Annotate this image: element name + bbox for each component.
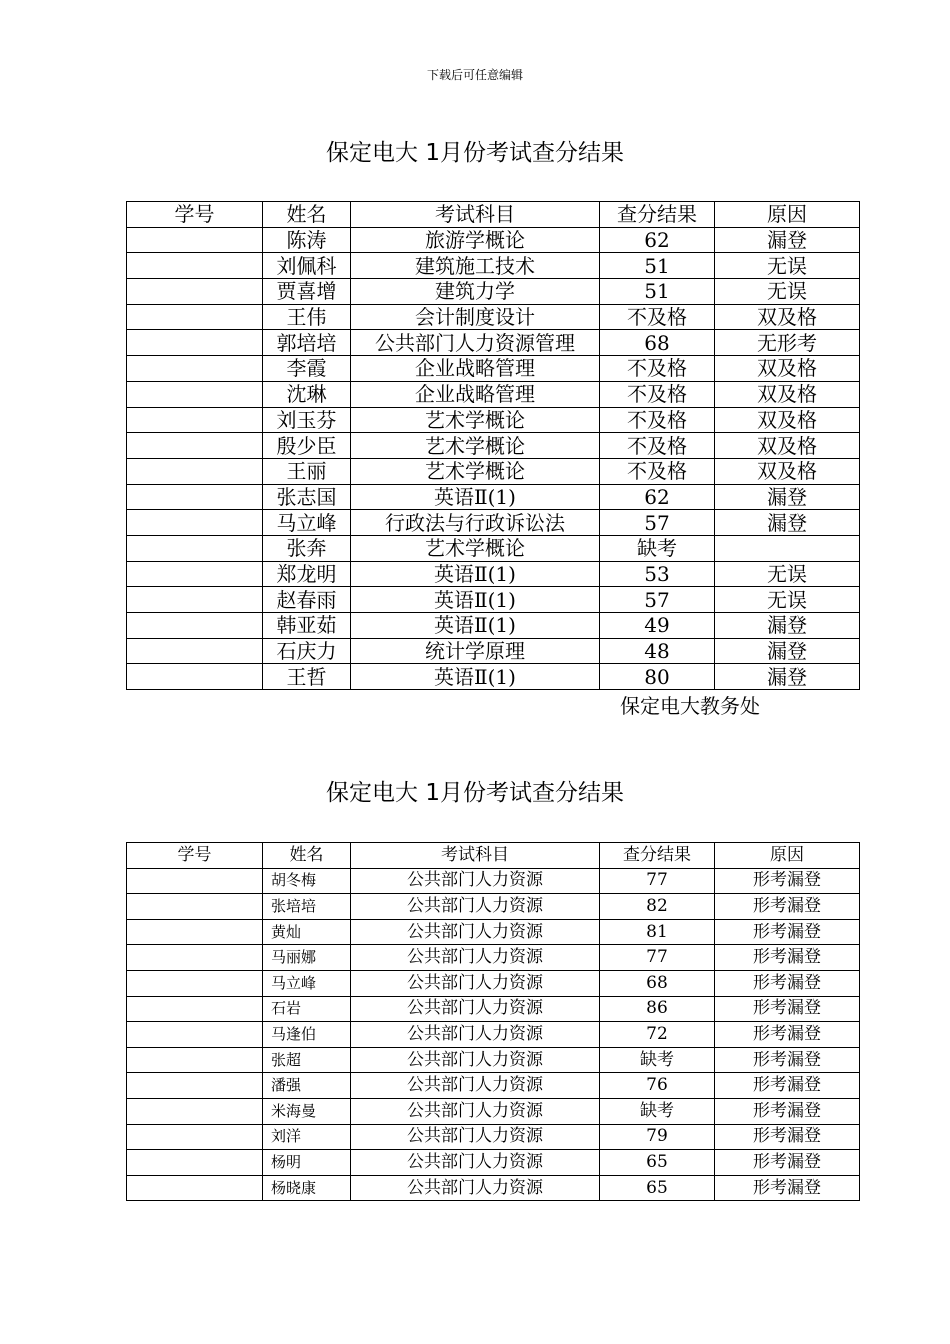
name-cell: 马立峰 bbox=[263, 510, 351, 536]
result-cell: 68 bbox=[600, 970, 715, 996]
table-row bbox=[127, 433, 860, 459]
subject-cell: 公共部门人力资源 bbox=[351, 1022, 600, 1048]
table-body-2 bbox=[127, 868, 860, 1201]
result-cell: 77 bbox=[600, 868, 715, 894]
result-cell: 不及格 bbox=[600, 356, 715, 382]
column-header: 原因 bbox=[715, 843, 860, 869]
reason-cell: 形考漏登 bbox=[715, 1175, 860, 1201]
name-cell: 刘玉芬 bbox=[263, 407, 351, 433]
student-id-cell bbox=[127, 1073, 263, 1099]
reason-cell: 无形考 bbox=[715, 330, 860, 356]
table-body-1 bbox=[127, 227, 860, 689]
name-cell: 陈涛 bbox=[263, 227, 351, 253]
name-cell: 李霞 bbox=[263, 356, 351, 382]
subject-cell: 英语Ⅱ(1) bbox=[351, 613, 600, 639]
student-id-cell bbox=[127, 253, 263, 279]
table-row bbox=[127, 996, 860, 1022]
reason-cell: 漏登 bbox=[715, 227, 860, 253]
subject-cell: 公共部门人力资源 bbox=[351, 1150, 600, 1176]
name-cell: 潘强 bbox=[263, 1073, 351, 1099]
reason-cell: 漏登 bbox=[715, 510, 860, 536]
name-cell: 王伟 bbox=[263, 304, 351, 330]
name-cell: 石庆力 bbox=[263, 638, 351, 664]
name-cell: 马立峰 bbox=[263, 970, 351, 996]
student-id-cell bbox=[127, 1175, 263, 1201]
subject-cell: 英语Ⅱ(1) bbox=[351, 561, 600, 587]
student-id-cell bbox=[127, 1022, 263, 1048]
page-title-1: 保定电大 1月份考试查分结果 bbox=[326, 140, 624, 166]
reason-cell: 形考漏登 bbox=[715, 868, 860, 894]
student-id-cell bbox=[127, 227, 263, 253]
subject-cell: 公共部门人力资源 bbox=[351, 945, 600, 971]
student-id-cell bbox=[127, 996, 263, 1022]
table-row bbox=[127, 587, 860, 613]
student-id-cell bbox=[127, 868, 263, 894]
subject-cell: 会计制度设计 bbox=[351, 304, 600, 330]
name-cell: 郭培培 bbox=[263, 330, 351, 356]
header-note: 下载后可任意编辑 bbox=[426, 68, 523, 82]
result-cell: 86 bbox=[600, 996, 715, 1022]
reason-cell: 形考漏登 bbox=[715, 970, 860, 996]
result-cell: 72 bbox=[600, 1022, 715, 1048]
student-id-cell bbox=[127, 970, 263, 996]
reason-cell: 漏登 bbox=[715, 613, 860, 639]
result-cell: 51 bbox=[600, 279, 715, 305]
reason-cell: 形考漏登 bbox=[715, 996, 860, 1022]
column-header: 考试科目 bbox=[351, 202, 600, 228]
student-id-cell bbox=[127, 561, 263, 587]
column-header: 考试科目 bbox=[351, 843, 600, 869]
student-id-cell bbox=[127, 613, 263, 639]
name-cell: 沈琳 bbox=[263, 381, 351, 407]
student-id-cell bbox=[127, 945, 263, 971]
student-id-cell bbox=[127, 510, 263, 536]
student-id-cell bbox=[127, 330, 263, 356]
student-id-cell bbox=[127, 664, 263, 690]
result-cell: 80 bbox=[600, 664, 715, 690]
table-row bbox=[127, 484, 860, 510]
subject-cell: 艺术学概论 bbox=[351, 458, 600, 484]
name-cell: 米海曼 bbox=[263, 1098, 351, 1124]
table-row bbox=[127, 407, 860, 433]
column-header: 学号 bbox=[127, 202, 263, 228]
result-cell: 65 bbox=[600, 1150, 715, 1176]
reason-cell: 漏登 bbox=[715, 484, 860, 510]
subject-cell: 艺术学概论 bbox=[351, 407, 600, 433]
result-cell: 缺考 bbox=[600, 535, 715, 561]
subject-cell: 建筑施工技术 bbox=[351, 253, 600, 279]
table-row bbox=[127, 1047, 860, 1073]
subject-cell: 英语Ⅱ(1) bbox=[351, 484, 600, 510]
result-cell: 不及格 bbox=[600, 381, 715, 407]
name-cell: 刘洋 bbox=[263, 1124, 351, 1150]
column-header: 学号 bbox=[127, 843, 263, 869]
result-cell: 57 bbox=[600, 510, 715, 536]
result-cell: 76 bbox=[600, 1073, 715, 1099]
table-row bbox=[127, 1175, 860, 1201]
student-id-cell bbox=[127, 433, 263, 459]
student-id-cell bbox=[127, 535, 263, 561]
subject-cell: 企业战略管理 bbox=[351, 356, 600, 382]
student-id-cell bbox=[127, 407, 263, 433]
reason-cell: 无误 bbox=[715, 561, 860, 587]
reason-cell: 漏登 bbox=[715, 664, 860, 690]
table-row bbox=[127, 945, 860, 971]
student-id-cell bbox=[127, 587, 263, 613]
reason-cell: 形考漏登 bbox=[715, 1150, 860, 1176]
subject-cell: 公共部门人力资源 bbox=[351, 1073, 600, 1099]
result-cell: 不及格 bbox=[600, 458, 715, 484]
reason-cell: 形考漏登 bbox=[715, 1047, 860, 1073]
subject-cell: 旅游学概论 bbox=[351, 227, 600, 253]
result-cell: 82 bbox=[600, 894, 715, 920]
reason-cell: 形考漏登 bbox=[715, 1073, 860, 1099]
student-id-cell bbox=[127, 279, 263, 305]
student-id-cell bbox=[127, 1124, 263, 1150]
table-row bbox=[127, 279, 860, 305]
column-header: 查分结果 bbox=[600, 843, 715, 869]
reason-cell: 无误 bbox=[715, 587, 860, 613]
name-cell: 刘佩科 bbox=[263, 253, 351, 279]
student-id-cell bbox=[127, 356, 263, 382]
student-id-cell bbox=[127, 381, 263, 407]
column-header: 查分结果 bbox=[600, 202, 715, 228]
reason-cell: 形考漏登 bbox=[715, 894, 860, 920]
subject-cell: 公共部门人力资源 bbox=[351, 1047, 600, 1073]
table-row bbox=[127, 919, 860, 945]
table-row bbox=[127, 1098, 860, 1124]
table-row bbox=[127, 330, 860, 356]
table-row bbox=[127, 304, 860, 330]
name-cell: 赵春雨 bbox=[263, 587, 351, 613]
subject-cell: 公共部门人力资源 bbox=[351, 1124, 600, 1150]
name-cell: 张奔 bbox=[263, 535, 351, 561]
result-cell: 不及格 bbox=[600, 433, 715, 459]
signature: 保定电大教务处 bbox=[620, 694, 760, 718]
subject-cell: 公共部门人力资源 bbox=[351, 919, 600, 945]
score-table-2 bbox=[126, 842, 860, 1201]
result-cell: 62 bbox=[600, 484, 715, 510]
name-cell: 胡冬梅 bbox=[263, 868, 351, 894]
name-cell: 马逢伯 bbox=[263, 1022, 351, 1048]
table-row bbox=[127, 253, 860, 279]
reason-cell: 漏登 bbox=[715, 638, 860, 664]
table-row bbox=[127, 1124, 860, 1150]
name-cell: 杨明 bbox=[263, 1150, 351, 1176]
reason-cell: 双及格 bbox=[715, 458, 860, 484]
result-cell: 48 bbox=[600, 638, 715, 664]
table-row bbox=[127, 535, 860, 561]
table-row bbox=[127, 381, 860, 407]
table-row bbox=[127, 894, 860, 920]
table-row bbox=[127, 561, 860, 587]
result-cell: 49 bbox=[600, 613, 715, 639]
subject-cell: 公共部门人力资源 bbox=[351, 894, 600, 920]
result-cell: 79 bbox=[600, 1124, 715, 1150]
column-header: 姓名 bbox=[263, 202, 351, 228]
column-header: 原因 bbox=[715, 202, 860, 228]
subject-cell: 建筑力学 bbox=[351, 279, 600, 305]
result-cell: 缺考 bbox=[600, 1098, 715, 1124]
student-id-cell bbox=[127, 304, 263, 330]
name-cell: 郑龙明 bbox=[263, 561, 351, 587]
name-cell: 殷少臣 bbox=[263, 433, 351, 459]
subject-cell: 企业战略管理 bbox=[351, 381, 600, 407]
result-cell: 81 bbox=[600, 919, 715, 945]
table-row bbox=[127, 664, 860, 690]
reason-cell: 形考漏登 bbox=[715, 1098, 860, 1124]
name-cell: 王哲 bbox=[263, 664, 351, 690]
student-id-cell bbox=[127, 894, 263, 920]
name-cell: 贾喜增 bbox=[263, 279, 351, 305]
subject-cell: 公共部门人力资源 bbox=[351, 868, 600, 894]
subject-cell: 公共部门人力资源 bbox=[351, 1175, 600, 1201]
page-title-2: 保定电大 1月份考试查分结果 bbox=[326, 780, 624, 806]
column-header: 姓名 bbox=[263, 843, 351, 869]
student-id-cell bbox=[127, 1098, 263, 1124]
result-cell: 53 bbox=[600, 561, 715, 587]
reason-cell: 形考漏登 bbox=[715, 1022, 860, 1048]
table-row bbox=[127, 356, 860, 382]
name-cell: 石岩 bbox=[263, 996, 351, 1022]
name-cell: 张志国 bbox=[263, 484, 351, 510]
result-cell: 68 bbox=[600, 330, 715, 356]
subject-cell: 公共部门人力资源 bbox=[351, 996, 600, 1022]
subject-cell: 统计学原理 bbox=[351, 638, 600, 664]
table-row bbox=[127, 458, 860, 484]
name-cell: 杨晓康 bbox=[263, 1175, 351, 1201]
reason-cell bbox=[715, 535, 860, 561]
student-id-cell bbox=[127, 638, 263, 664]
result-cell: 62 bbox=[600, 227, 715, 253]
table-row bbox=[127, 613, 860, 639]
student-id-cell bbox=[127, 919, 263, 945]
result-cell: 65 bbox=[600, 1175, 715, 1201]
student-id-cell bbox=[127, 484, 263, 510]
student-id-cell bbox=[127, 1150, 263, 1176]
table-row bbox=[127, 227, 860, 253]
reason-cell: 形考漏登 bbox=[715, 919, 860, 945]
table-row bbox=[127, 510, 860, 536]
subject-cell: 公共部门人力资源 bbox=[351, 970, 600, 996]
subject-cell: 英语Ⅱ(1) bbox=[351, 664, 600, 690]
name-cell: 张超 bbox=[263, 1047, 351, 1073]
table-row bbox=[127, 1150, 860, 1176]
subject-cell: 英语Ⅱ(1) bbox=[351, 587, 600, 613]
name-cell: 韩亚茹 bbox=[263, 613, 351, 639]
subject-cell: 行政法与行政诉讼法 bbox=[351, 510, 600, 536]
reason-cell: 无误 bbox=[715, 253, 860, 279]
table-row bbox=[127, 868, 860, 894]
subject-cell: 公共部门人力资源管理 bbox=[351, 330, 600, 356]
reason-cell: 形考漏登 bbox=[715, 945, 860, 971]
reason-cell: 双及格 bbox=[715, 433, 860, 459]
reason-cell: 双及格 bbox=[715, 407, 860, 433]
result-cell: 缺考 bbox=[600, 1047, 715, 1073]
result-cell: 不及格 bbox=[600, 304, 715, 330]
subject-cell: 艺术学概论 bbox=[351, 433, 600, 459]
name-cell: 王丽 bbox=[263, 458, 351, 484]
table-header-row bbox=[127, 202, 860, 228]
reason-cell: 双及格 bbox=[715, 304, 860, 330]
reason-cell: 无误 bbox=[715, 279, 860, 305]
reason-cell: 双及格 bbox=[715, 381, 860, 407]
table-row bbox=[127, 970, 860, 996]
result-cell: 51 bbox=[600, 253, 715, 279]
name-cell: 马丽娜 bbox=[263, 945, 351, 971]
student-id-cell bbox=[127, 458, 263, 484]
reason-cell: 双及格 bbox=[715, 356, 860, 382]
name-cell: 黄灿 bbox=[263, 919, 351, 945]
student-id-cell bbox=[127, 1047, 263, 1073]
table-row bbox=[127, 1073, 860, 1099]
table-header-row bbox=[127, 843, 860, 869]
table-row bbox=[127, 1022, 860, 1048]
name-cell: 张培培 bbox=[263, 894, 351, 920]
subject-cell: 艺术学概论 bbox=[351, 535, 600, 561]
score-table-1 bbox=[126, 201, 860, 690]
result-cell: 77 bbox=[600, 945, 715, 971]
reason-cell: 形考漏登 bbox=[715, 1124, 860, 1150]
result-cell: 不及格 bbox=[600, 407, 715, 433]
table-row bbox=[127, 638, 860, 664]
subject-cell: 公共部门人力资源 bbox=[351, 1098, 600, 1124]
result-cell: 57 bbox=[600, 587, 715, 613]
